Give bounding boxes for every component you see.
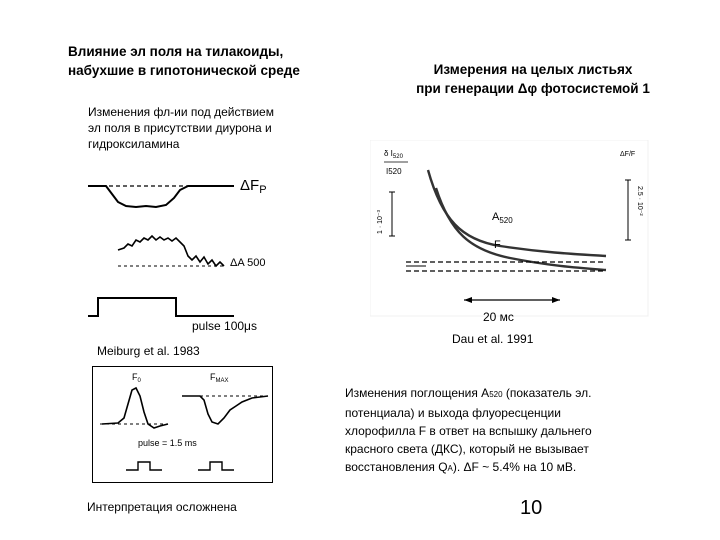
right-scale-label: 2.5 · 10⁻²	[636, 186, 643, 216]
dfp-label: $\Delta F_P$	[240, 177, 267, 196]
caption-line3: хлорофилла F в ответ на вспышку дальнего	[345, 424, 592, 438]
curve-f-label: F	[494, 239, 501, 251]
figure-right	[370, 140, 650, 320]
title-right-line2: при генерации Δφ фотосистемой 1	[416, 81, 650, 96]
subtitle-left	[88, 104, 274, 152]
subtitle-left-line3: гидроксиламина	[88, 137, 180, 151]
citation-dau: Dau et al. 1991	[452, 332, 534, 346]
y-label-den: I520	[386, 167, 402, 176]
da-label: ΔA 500	[230, 257, 266, 269]
inset-pulse-label: pulse = 1.5 ms	[138, 438, 197, 448]
figure-left	[84, 160, 284, 340]
dfp-trace	[88, 186, 234, 207]
subtitle-left-line2: эл поля в присутствии диурона и	[88, 121, 272, 135]
time-scale-label: 20 мс	[483, 310, 514, 324]
y-label-top: δ $I_{520}$	[384, 149, 403, 160]
pulse-label: pulse 100μs	[192, 319, 257, 333]
title-left	[68, 42, 300, 80]
title-right-line1: Измерения на целых листьях	[433, 62, 633, 77]
y-scale-label: 1 · 10⁻³	[377, 210, 384, 234]
f0-label: $F_0$	[132, 372, 141, 384]
caption	[345, 384, 690, 478]
fmax-label: $F_{MAX}$	[210, 372, 229, 384]
curve-a520	[428, 170, 606, 256]
title-left-line2: набухшие в гипотонической среде	[68, 63, 300, 78]
da-trace	[118, 236, 224, 266]
citation-meiburg: Meiburg et al. 1983	[97, 344, 200, 358]
caption-line2: потенциала) и выхода флуоресценции	[345, 406, 561, 420]
caption-line5: восстановления QA). ΔF ~ 5.4% на 10 мВ.	[345, 460, 577, 474]
right-label: ΔF/F	[620, 151, 636, 158]
title-right	[378, 60, 688, 98]
page-number: 10	[520, 497, 543, 519]
title-left-line1: Влияние эл поля на тилакоиды,	[68, 44, 284, 59]
subtitle-left-line1: Изменения фл-ии под действием	[88, 105, 274, 119]
figure-inset	[92, 366, 274, 484]
pulse-trace	[88, 298, 234, 316]
caption-line1: Изменения поглощения А520 (показатель эл.	[345, 386, 592, 400]
curve-a520-label: $A_{520}$	[492, 211, 513, 225]
interpretation-note: Интерпретация осложнена	[87, 500, 237, 514]
caption-line4: красного света (ДКС), который не вызывает	[345, 442, 589, 456]
